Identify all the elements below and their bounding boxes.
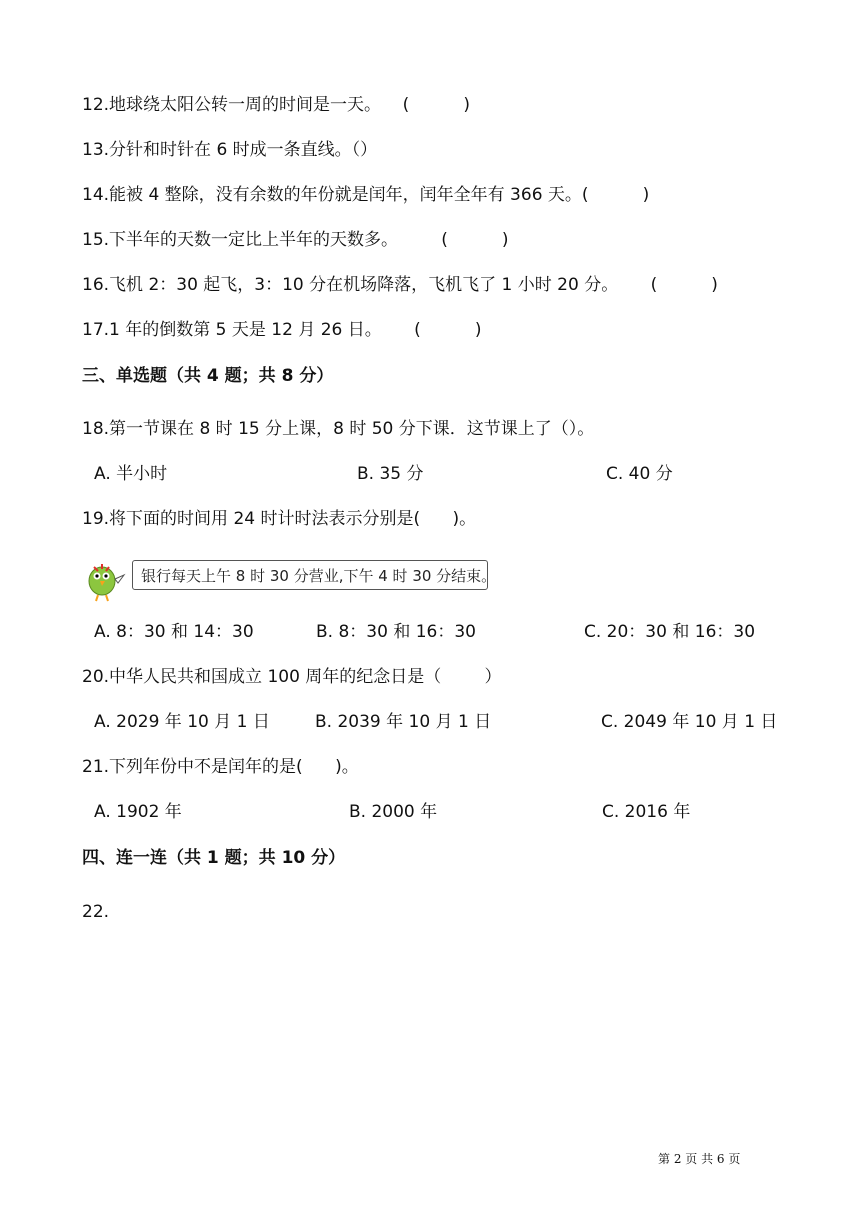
section-heading-single-choice: 三、单选题（共 4 题；共 8 分） <box>82 366 334 386</box>
question-21: 21.下列年份中不是闰年的是( )。 <box>82 757 359 777</box>
q18-option-b: B. 35 分 <box>357 464 424 484</box>
q19-option-c: C. 20：30 和 16：30 <box>584 622 756 642</box>
q21-option-b: B. 2000 年 <box>349 802 438 822</box>
section-heading-matching: 四、连一连（共 1 题；共 10 分） <box>82 848 346 868</box>
q19-option-a: A. 8：30 和 14：30 <box>94 622 254 642</box>
question-18: 18.第一节课在 8 时 15 分上课，8 时 50 分下课．这节课上了（）。 <box>82 419 595 439</box>
tf-question-15: 15.下半年的天数一定比上半年的天数多。 ( ) <box>82 230 509 250</box>
q20-option-b: B. 2039 年 10 月 1 日 <box>315 712 492 732</box>
tf-question-16: 16.飞机 2：30 起飞，3：10 分在机场降落，飞机飞了 1 小时 20 分。 ( ) <box>82 275 718 295</box>
question-19: 19.将下面的时间用 24 时计时法表示分别是( )。 <box>82 509 477 529</box>
question-22: 22. <box>82 902 110 922</box>
q18-option-a: A. 半小时 <box>94 464 168 484</box>
q20-option-a: A. 2029 年 10 月 1 日 <box>94 712 270 732</box>
tf-question-13: 13.分针和时针在 6 时成一条直线。（） <box>82 140 378 160</box>
speech-bubble: 银行每天上午 8 时 30 分营业,下午 4 时 30 分结束。 <box>132 560 488 590</box>
q19-option-b: B. 8：30 和 16：30 <box>316 622 476 642</box>
q21-option-a: A. 1902 年 <box>94 802 182 822</box>
page-footer: 第 2 页 共 6 页 <box>658 1152 741 1166</box>
tf-question-17: 17.1 年的倒数第 5 天是 12 月 26 日。 ( ) <box>82 320 482 340</box>
q18-option-c: C. 40 分 <box>606 464 673 484</box>
q19-illustration <box>82 557 497 601</box>
tf-question-14: 14.能被 4 整除，没有余数的年份就是闰年，闰年全年有 366 天。( ) <box>82 185 650 205</box>
q20-option-c: C. 2049 年 10 月 1 日 <box>601 712 778 732</box>
q21-option-c: C. 2016 年 <box>602 802 691 822</box>
question-20: 20.中华人民共和国成立 100 周年的纪念日是（ ） <box>82 667 502 687</box>
bird-cartoon-icon <box>82 559 126 603</box>
tf-question-12: 12.地球绕太阳公转一周的时间是一天。 ( ) <box>82 95 470 115</box>
